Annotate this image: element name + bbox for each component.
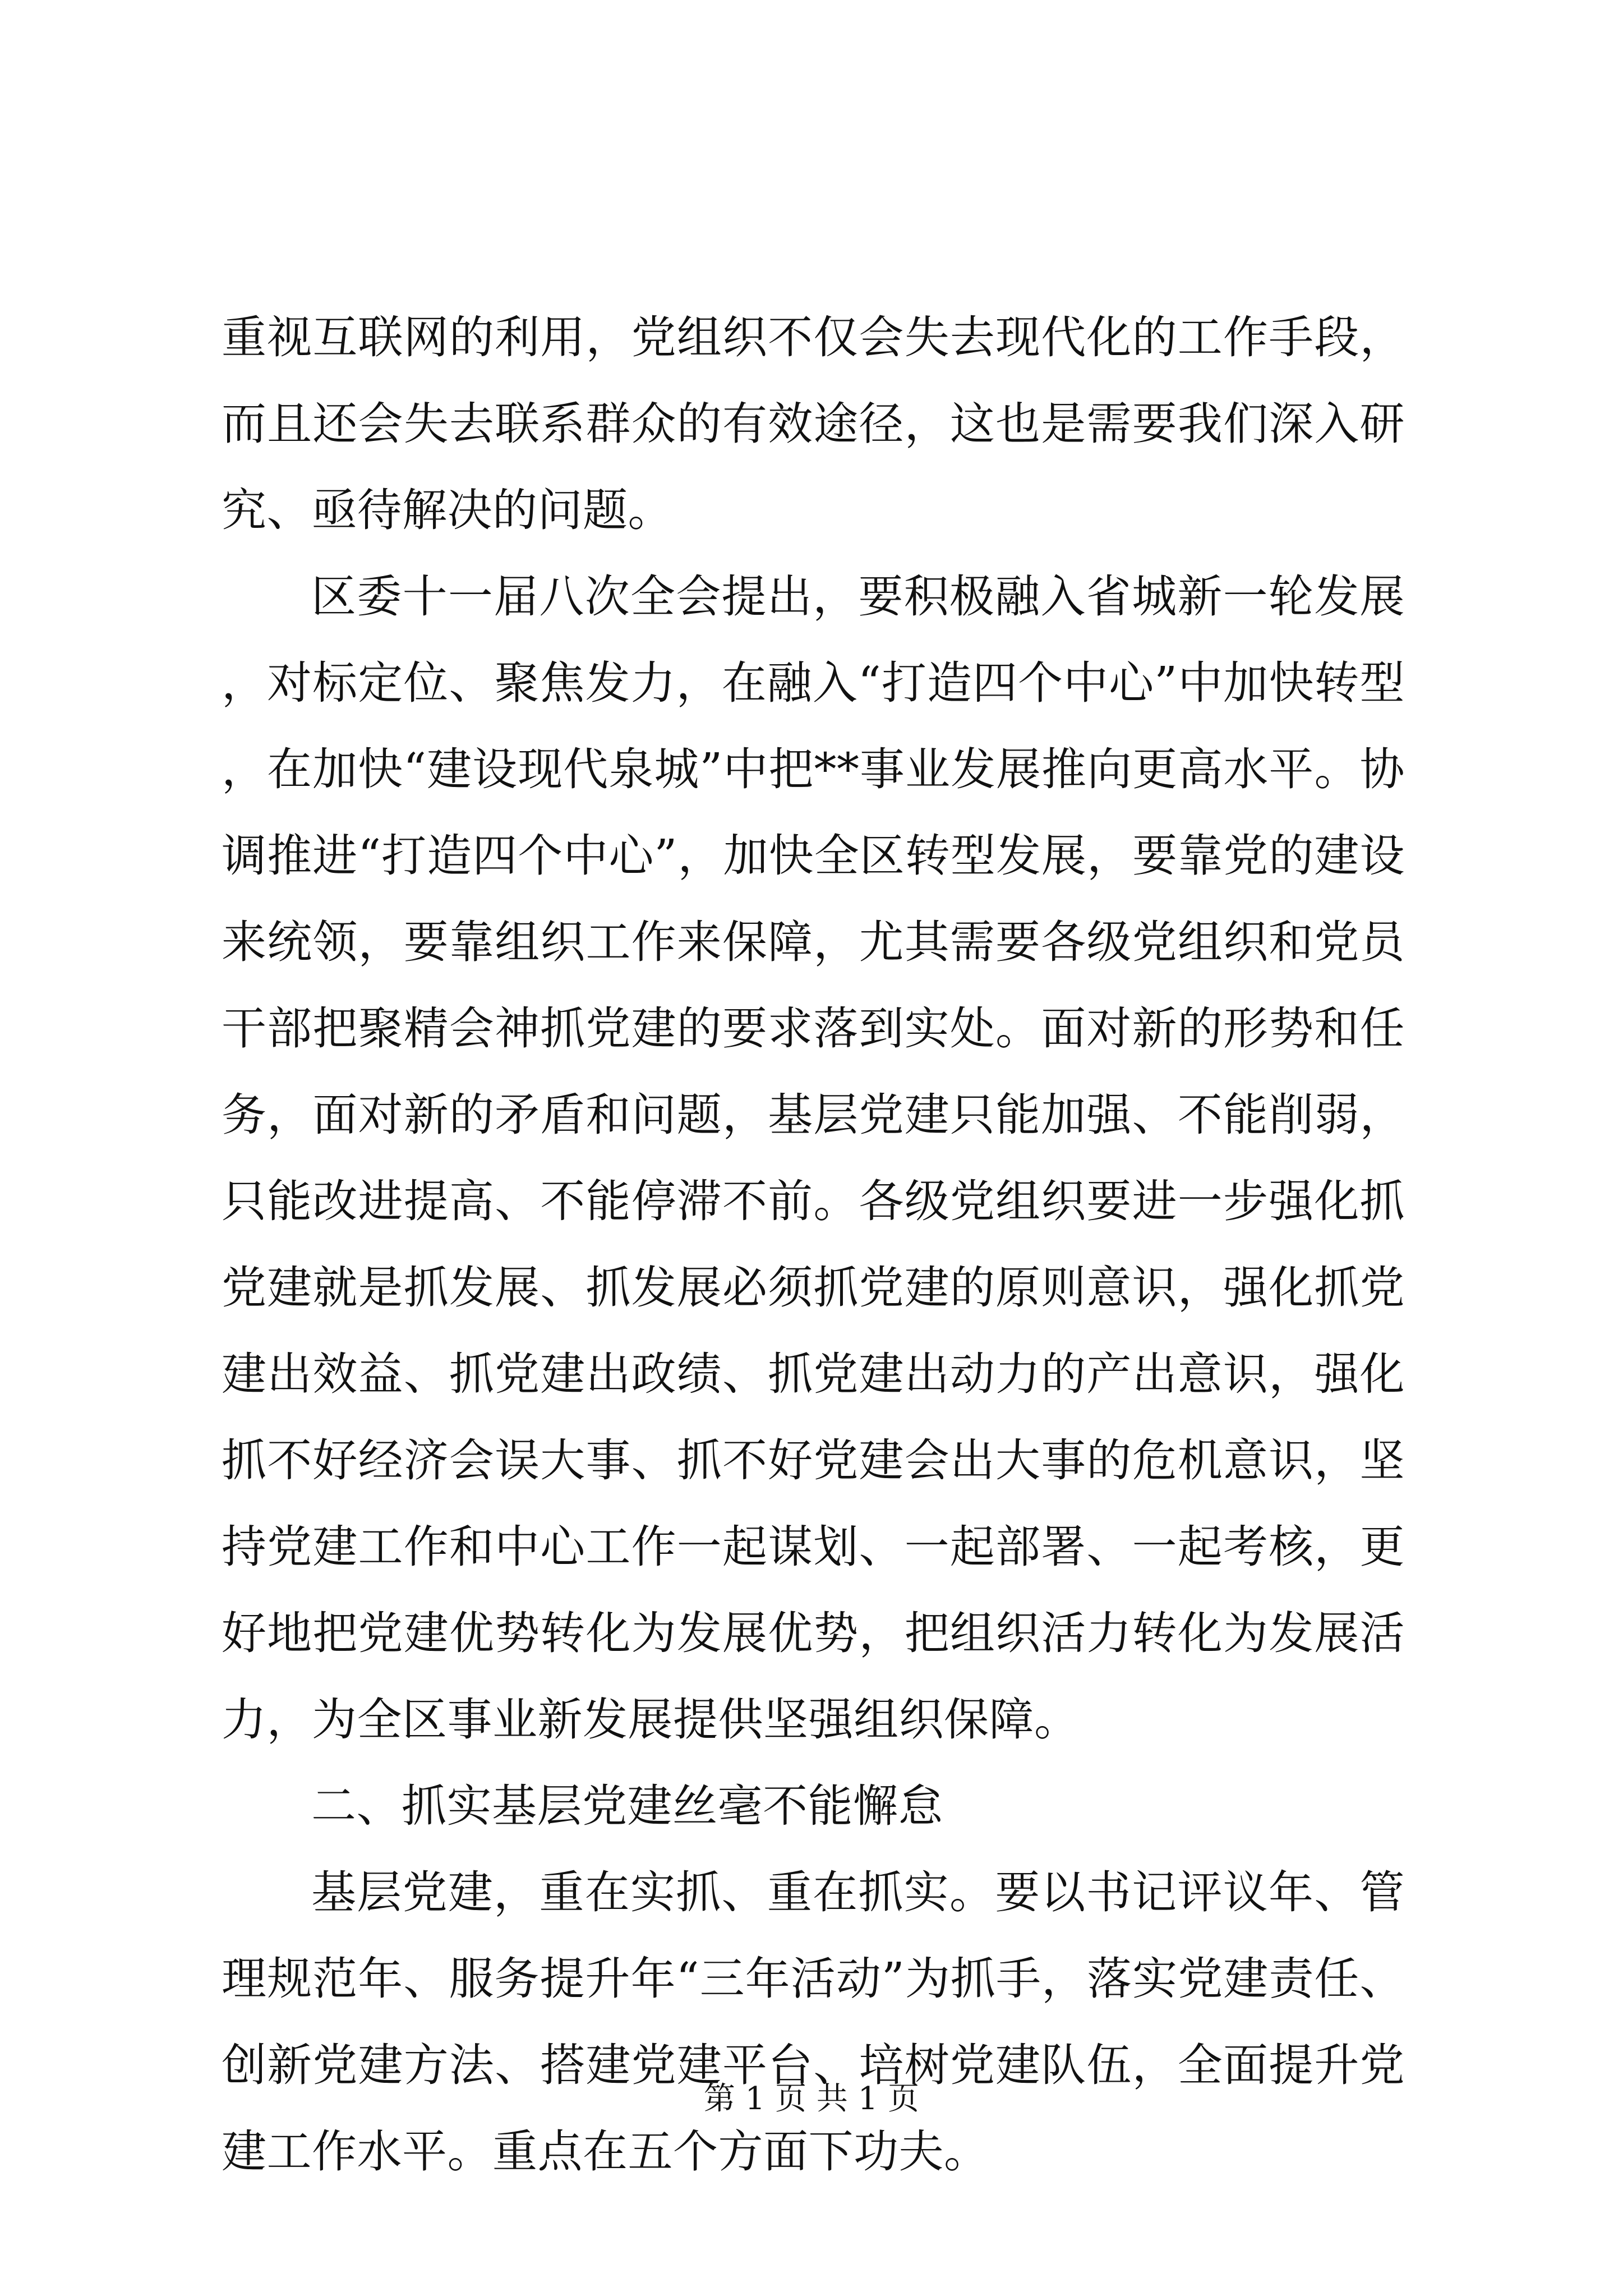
- document-body: [222, 295, 1405, 2195]
- paragraph-plenary-session: 区委十一届八次全会提出，要积极融入省城新一轮发展，对标定位、聚焦发力，在融入“打造四个中心”中加快转型，在加快“建设现代泉城”中把**事业发展推向更高水平。协调推进“打造四个中心”，加快全区转型发展，要靠党的建设来统领，要靠组织工作来保障，尤其需要各级党组织和党员干部把聚精会神抓党建的要求落到实处。面对新的形势和任务，面对新的矛盾和问题，基层党建只能加强、不能削弱，只能改进提高、不能停滞不前。各级党组织要进一步强化抓党建就是抓发展、抓发展必须抓党建的原则意识，强化抓党建出效益、抓党建出政绩、抓党建出动力的产出意识，强化抓不好经济会误大事、抓不好党建会出大事的危机意识，坚持党建工作和中心工作一起谋划、一起部署、一起考核，更好地把党建优势转化为发展优势，把组织活力转化为发展活力，为全区事业新发展提供坚强组织保障。: [222, 570, 1405, 1746]
- page-number-footer: 第 1 页 共 1 页: [703, 2081, 920, 2117]
- paragraph-grassroots-party-building: 基层党建，重在实抓、重在抓实。要以书记评议年、管理规范年、服务提升年“三年活动”为抓手，落实党建责任、创新党建方法、搭建党建平台、培树党建队伍，全面提升党建工作水平。重点在五个方面下功夫。: [222, 1866, 1405, 2178]
- paragraph-continuation: 重视互联网的利用，党组织不仅会失去现代化的工作手段，而且还会失去联系群众的有效途径，这也是需要我们深入研究、亟待解决的问题。: [222, 311, 1405, 536]
- section-heading: 二、抓实基层党建丝毫不能懈怠: [311, 1780, 943, 1832]
